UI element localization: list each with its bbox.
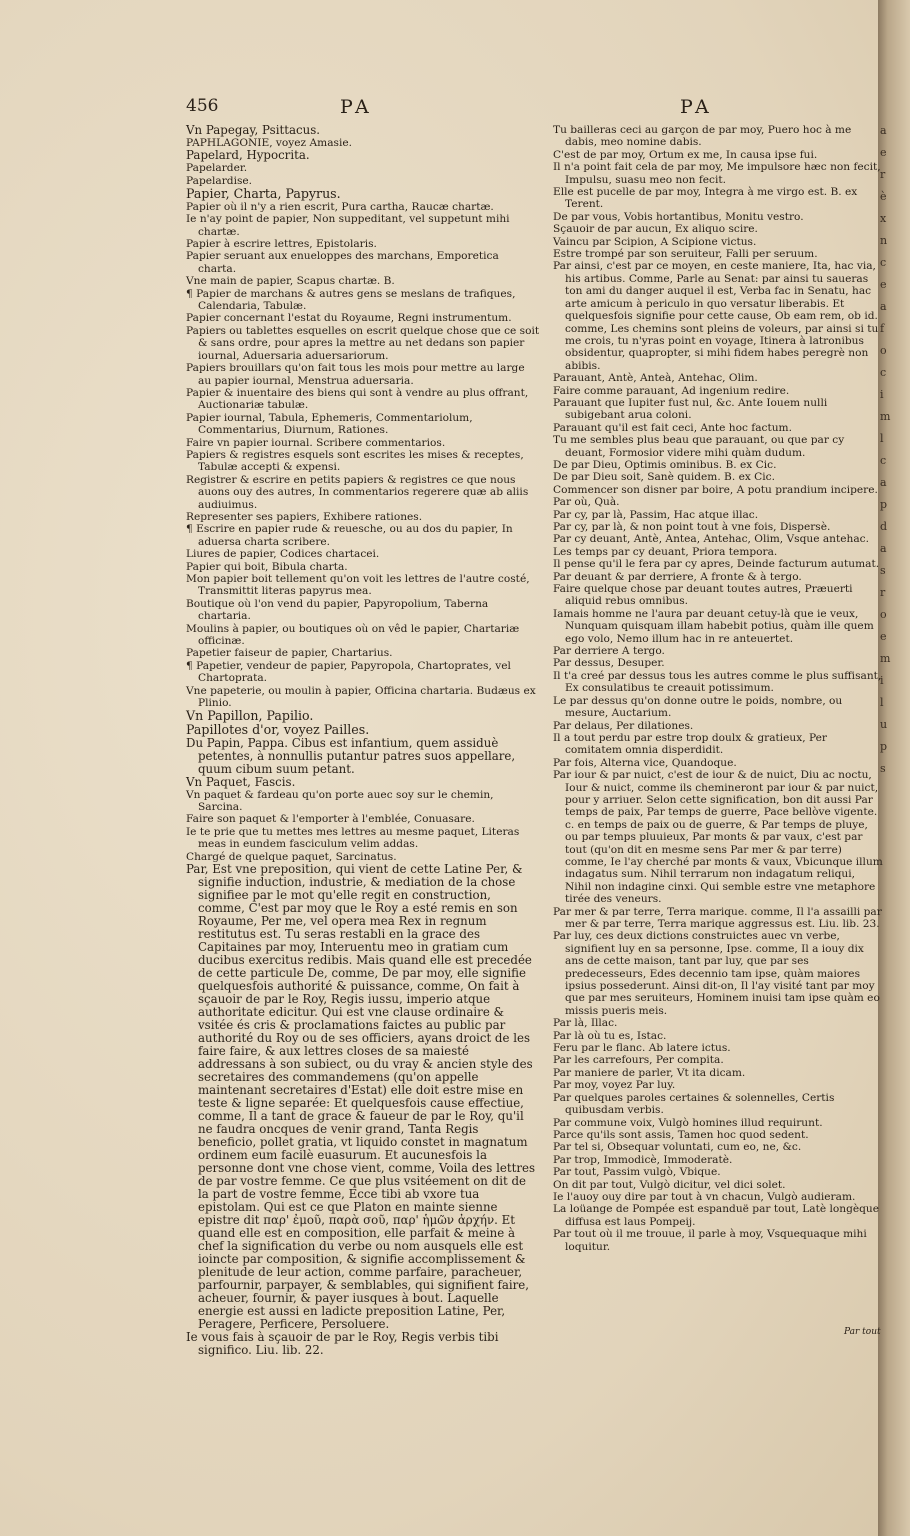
facing-page-fragment: è: [880, 190, 887, 203]
right-column: [553, 124, 883, 1253]
dictionary-entry: Papelardise.: [186, 174, 253, 187]
dictionary-entry: Les temps par cy deuant, Priora tempora.: [553, 545, 778, 558]
dictionary-entry: Liures de papier, Codices chartacei.: [186, 548, 380, 561]
facing-page-fragment: i: [880, 674, 884, 687]
dictionary-entry: Par dessus, Desuper.: [553, 657, 665, 670]
dictionary-entry: Vn Papillon, Papilio.: [186, 708, 314, 724]
dictionary-entry: Papier concernant l'estat du Royaume, Regni instrumentum.: [186, 312, 512, 325]
dictionary-entry: Faire son paquet & l'emporter à l'emblée, Conuasare.: [186, 813, 475, 826]
dictionary-entry: Le par dessus qu'on donne outre le poids, nombre, ou mesure, Auctarium.: [553, 694, 843, 720]
page-number: 456: [186, 96, 219, 116]
dictionary-entry: Vaincu par Scipion, A Scipione victus.: [553, 235, 757, 248]
running-head-right: PA: [680, 96, 713, 118]
dictionary-entry: Par cy, par là, Passim, Hac atque illac.: [553, 508, 759, 521]
dictionary-entry: Par là, Illac.: [553, 1017, 618, 1030]
dictionary-entry: Estre trompé par son seruiteur, Falli per seruum.: [553, 248, 818, 261]
dictionary-entry: Papier qui boit, Bibula charta.: [186, 560, 348, 573]
facing-page-fragment: d: [880, 520, 888, 533]
dictionary-entry: Ie l'auoy ouy dire par tout à vn chacun, Vulgò audieram.: [553, 1190, 856, 1203]
facing-page-fragment: l: [880, 432, 884, 445]
dictionary-entry: C'est de par moy, Ortum ex me, In causa ipse fui.: [553, 148, 818, 161]
facing-page-fragment: i: [880, 388, 884, 401]
dictionary-entry: Par fois, Alterna vice, Quandoque.: [553, 756, 737, 769]
facing-page-fragment: s: [880, 762, 886, 775]
dictionary-entry: Papier où il n'y a rien escrit, Pura cartha, Raucæ chartæ.: [186, 200, 494, 213]
facing-page-fragment: m: [880, 410, 891, 423]
facing-page-fragment: r: [880, 586, 886, 599]
dictionary-entry: Par ainsi, c'est par ce moyen, en ceste maniere, Ita, hac via, his artibus. Comme, Parle au Senat: par ainsi tu saueras ton ami du danger auquel il est, Verba fac in Senatu, hac arte amicum à periculo in quo versatur liberabis. Et quelquesfois signifie pour cette cause, Ob eam rem, ob id. comme, Les chemins sont pleins de voleurs, par ainsi si tu me crois, tu n'yras point en voyage, Itinera à latronibus obsidentur, quapropter, si mihi fidem habes peregrè non abibis.: [553, 260, 879, 372]
running-head-left: PA: [340, 96, 373, 118]
dictionary-entry: Tu bailleras ceci au garçon de par moy, Puero hoc à me dabis, meo nomine dabis.: [553, 124, 852, 149]
dictionary-entry: Vne papeterie, ou moulin à papier, Officina chartaria. Budæus ex Plinio.: [186, 684, 536, 710]
dictionary-entry: Commencer son disner par boire, A potu prandium incipere.: [553, 483, 878, 496]
dictionary-entry: Iamais homme ne l'aura par deuant cetuy-là que ie veux, Nunquam quisquam illam habebit potius, quàm ille quem ego volo, Nemo illum hac in re anteuertet.: [553, 607, 874, 645]
dictionary-entry: De par Dieu, Optimis ominibus. B. ex Cic.: [553, 458, 777, 471]
dictionary-entry: Parauant qu'il est fait ceci, Ante hoc factum.: [553, 421, 792, 434]
dictionary-entry: Sçauoir de par aucun, Ex aliquo scire.: [553, 223, 758, 236]
facing-page-fragment: a: [880, 542, 887, 555]
dictionary-entry: Moulins à papier, ou boutiques où on vêd le papier, Chartariæ officinæ.: [186, 622, 520, 648]
facing-page-fragment: f: [880, 322, 885, 335]
facing-page-fragment: r: [880, 168, 886, 181]
dictionary-entry: Parauant que Iupiter fust nul, &c. Ante Iouem nulli subigebant arua coloni.: [553, 396, 828, 422]
dictionary-entry: PAPHLAGONIE, voyez Amasie.: [186, 137, 352, 149]
dictionary-entry: De par Dieu soit, Sanè quidem. B. ex Cic.: [553, 471, 775, 484]
dictionary-entry: Par tout où il me trouue, il parle à moy, Vsquequaque mihi loquitur.: [553, 1228, 867, 1253]
dictionary-entry: Papier seruant aux enueloppes des marchans, Emporetica charta.: [186, 250, 499, 275]
dictionary-entry: Par les carrefours, Per compita.: [553, 1054, 724, 1067]
dictionary-entry: Registrer & escrire en petits papiers & registres ce que nous auons ouy des autres, In commentarios regerere quæ ab aliis audiuimus.: [186, 473, 529, 511]
dictionary-entry: ¶ Papier de marchans & autres gens se meslans de trafiques, Calendaria, Tabulæ.: [186, 287, 516, 313]
dictionary-entry: Par delaus, Per dilationes.: [553, 719, 694, 732]
dictionary-entry: Boutique où l'on vend du papier, Papyropolium, Taberna chartaria.: [186, 597, 489, 623]
dictionary-entry: Par quelques paroles certaines & solennelles, Certis quibusdam verbis.: [553, 1091, 835, 1117]
facing-page-fragment: c: [880, 366, 887, 379]
dictionary-entry: La loüange de Pompée est espanduë par tout, Latè longèque diffusa est laus Pompeij.: [553, 1203, 880, 1228]
dictionary-entry: Par moy, voyez Par luy.: [553, 1079, 676, 1092]
dictionary-entry: Vn Paquet, Fascis.: [186, 774, 296, 789]
dictionary-entry: Ie n'ay point de papier, Non suppeditant, vel suppetunt mihi chartæ.: [186, 213, 510, 238]
facing-page-fragment: x: [880, 212, 887, 225]
dictionary-entry: Vne main de papier, Scapus chartæ. B.: [186, 275, 395, 288]
dictionary-entry: Par derriere A tergo.: [553, 645, 665, 658]
dictionary-entry: Il t'a creé par dessus tous les autres comme le plus suffisant, Ex consulatibus te creauit potissimum.: [553, 669, 882, 695]
dictionary-entry: Papiers ou tablettes esquelles on escrit quelque chose que ce soit & sans ordre, pour apres la mettre au net dedans son papier iournal, Aduersaria aduersariorum.: [186, 324, 540, 362]
dictionary-entry: On dit par tout, Vulgò dicitur, vel dici solet.: [553, 1178, 786, 1191]
dictionary-entry: Papetier faiseur de papier, Chartarius.: [186, 647, 393, 660]
facing-page-fragment: p: [880, 740, 888, 753]
dictionary-entry: Faire quelque chose par deuant toutes autres, Præuerti aliquid rebus omnibus.: [553, 583, 853, 608]
facing-page-fragment: a: [880, 300, 887, 313]
facing-page-fragment: e: [880, 278, 887, 291]
facing-page-fragment: p: [880, 498, 888, 511]
dictionary-entry: ¶ Papetier, vendeur de papier, Papyropola, Chartoprates, vel Chartoprata.: [186, 659, 511, 685]
dictionary-entry: Faire comme parauant, Ad ingenium redire.: [553, 384, 790, 397]
facing-page-fragment: o: [880, 344, 887, 357]
dictionary-entry: Papiers brouillars qu'on fait tous les mois pour mettre au large au papier iournal, Menstrua aduersaria.: [186, 362, 525, 387]
facing-page-fragment: e: [880, 146, 887, 159]
dictionary-entry: Du Papin, Pappa. Cibus est infantium, quem assiduè petentes, à nonnullis putantur patres suos appellare, quum cibum suum petant.: [186, 735, 516, 776]
dictionary-entry: Papier, Charta, Papyrus.: [186, 186, 341, 202]
dictionary-entry: Par où, Quà.: [553, 496, 620, 509]
facing-page-fragments: [880, 120, 908, 1420]
dictionary-entry: Par tout, Passim vulgò, Vbique.: [553, 1166, 721, 1179]
dictionary-entry: Il a tout perdu par estre trop doulx & gratieux, Per comitatem omnia disperdidit.: [553, 731, 827, 757]
dictionary-entry: Parauant, Antè, Anteà, Antehac, Olim.: [553, 372, 758, 385]
dictionary-entry: Papier iournal, Tabula, Ephemeris, Commentariolum, Commentarius, Diurnum, Rationes.: [186, 411, 473, 437]
dictionary-entry: Faire vn papier iournal. Scribere commentarios.: [186, 436, 446, 449]
dictionary-entry: Par cy deuant, Antè, Antea, Antehac, Olim, Vsque antehac.: [553, 533, 869, 546]
facing-page-fragment: c: [880, 454, 887, 467]
facing-page-fragment: l: [880, 696, 884, 709]
dictionary-entry: Par commune voix, Vulgò homines illud requirunt.: [553, 1116, 823, 1129]
dictionary-entry: Parce qu'ils sont assis, Tamen hoc quod sedent.: [553, 1128, 809, 1141]
dictionary-entry: Elle est pucelle de par moy, Integra à me virgo est. B. ex Terent.: [553, 186, 858, 211]
facing-page-fragment: n: [880, 234, 888, 247]
dictionary-entry: De par vous, Vobis hortantibus, Monitu vestro.: [553, 210, 804, 223]
dictionary-entry: Representer ses papiers, Exhibere rationes.: [186, 510, 423, 523]
dictionary-entry: Par maniere de parler, Vt ita dicam.: [553, 1066, 746, 1079]
dictionary-entry: Feru par le flanc. Ab latere ictus.: [553, 1042, 731, 1055]
left-column: [186, 124, 540, 1357]
facing-page-fragment: m: [880, 652, 891, 665]
dictionary-entry: ¶ Escrire en papier rude & reuesche, ou au dos du papier, In aduersa charta scribere.: [186, 523, 513, 548]
dictionary-entry: Ie te prie que tu mettes mes lettres au mesme paquet, Literas meas in eundem fasciculum velim addas.: [186, 825, 520, 851]
dictionary-entry: Papelard, Hypocrita.: [186, 148, 310, 163]
facing-page-fragment: o: [880, 608, 887, 621]
dictionary-entry: Papier à escrire lettres, Epistolaris.: [186, 238, 377, 251]
dictionary-entry: Par là où tu es, Istac.: [553, 1029, 667, 1042]
running-header: [0, 96, 878, 124]
dictionary-entry: Vn Papegay, Psittacus.: [186, 123, 320, 137]
facing-page-fragment: e: [880, 630, 887, 643]
facing-page-fragment: c: [880, 256, 887, 269]
dictionary-entry: Papier & inuentaire des biens qui sont à vendre au plus offrant, Auctionariæ tabulæ.: [186, 386, 529, 412]
dictionary-entry: Ie vous fais à sçauoir de par le Roy, Regis verbis tibi significo. Liu. lib. 22.: [186, 1330, 499, 1358]
dictionary-entry: Vn paquet & fardeau qu'on porte auec soy sur le chemin, Sarcina.: [186, 788, 494, 814]
dictionary-entry: Par, Est vne preposition, qui vient de cette Latine Per, & signifie induction, industrie, & mediation de la chose signifiee par le mot qu'elle regit en construction, comme, C'est par moy que le Roy a esté remis en son Royaume, Per me, vel opera mea Rex in regnum restitutus est. Tu seras restabli en la grace des Capitaines par moy, Interuentu meo in gratiam cum ducibus exercitus redibis. Mais quand elle est precedée de cette particule De, comme, De par moy, elle signifie quelquesfois authorité & puissance, comme, On fait à sçauoir de par le Roy, Regis iussu, imperio atque authoritate edicitur. Qui est vne clause ordinaire & vsitée és cris & proclamations faictes au public par authorité du Roy ou de ses officiers, ayans droict de les faire faire, & aux lettres closes de sa maiesté addressans à son subiect, ou du vray & ancien style des secretaires des commandemens (qu'on appelle maintenant secretaires d'Estat) elle doit estre mise en teste & ligne separée: Et quelquesfois cause effectiue, comme, Il a tant de grace & faueur de par le Roy, qu'il ne faudra oncques de venir grand, Tanta Regis beneficio, pollet gratia, vt liquido constet in magnatum ordinem eum facilè euasurum. Et aucunesfois la personne dont vne chose vient, comme, Voila des lettres de par vostre femme. Ce que plus vsitéement on dit de la part de vostre femme, Ecce tibi ab vxore tua epistolam. Qui est ce que Platon en mainte sienne epistre dit παρ' ἐμοῦ, παρὰ σοῦ, παρ' ἡμῶν ἀρχήν. Et quand elle est en composition, elle parfait & meine à chef la signification du verbe ou nom ausquels elle est ioincte par composition, & signifie accomplissement & plenitude de leur action, comme parfaire, paracheuer, parfournir, parpayer, & semblables, qui signifient faire, acheuer, fournir, & payer iusques à bout. Laquelle energie est aussi en ladicte preposition Latine, Per, Peragere, Perficere, Persoluere.: [186, 862, 536, 1332]
dictionary-entry: Par mer & par terre, Terra marique. comme, Il l'a assailli par mer & par terre, Terra marique aggressus est. Liu. lib. 23.: [553, 905, 882, 930]
facing-page-fragment: u: [880, 718, 888, 731]
dictionary-entry: Chargé de quelque paquet, Sarcinatus.: [186, 850, 397, 863]
dictionary-entry: Il n'a point fait cela de par moy, Me impulsore hæc non fecit, Impulsu, suasu meo non fecit.: [553, 161, 881, 186]
dictionary-entry: Par iour & par nuict, c'est de iour & de nuict, Diu ac noctu, Iour & nuict, comme ils chemineront par iour & par nuict, pour y arriuer. Selon cette signification, bon dit aussi Par temps de paix, Par temps de guerre, Pace bellòve vigente. c. en temps de paix ou de guerre, & Par temps de pluye, ou par temps pluuieux, Par monts & par vaux, c'est par tout (qu'on dit en mesme sens Par mer & par terre) comme, Ie l'ay cherché par monts & vaux, Vbicunque illum indagatus sum. Nihil terrarum non indagatum reliqui, Nihil non indagine cinxi. Qui semble estre vne metaphore tirée des veneurs.: [553, 769, 883, 906]
dictionary-entry: Par deuant & par derriere, A fronte & à tergo.: [553, 570, 802, 583]
dictionary-entry: Papillotes d'or, voyez Pailles.: [186, 722, 370, 738]
dictionary-entry: Par tel si, Obsequar voluntati, cum eo, ne, &c.: [553, 1141, 802, 1154]
dictionary-entry: Par trop, Immodicè, Immoderatè.: [553, 1153, 733, 1166]
dictionary-entry: Papiers & registres esquels sont escrites les mises & receptes, Tabulæ accepti & expensi.: [186, 448, 524, 474]
dictionary-entry: Mon papier boit tellement qu'on voit les lettres de l'autre costé, Transmittit literas papyrus mea.: [186, 573, 530, 598]
catchword: Par tout: [844, 1327, 881, 1337]
dictionary-entry: Tu me sembles plus beau que parauant, ou que par cy deuant, Formosior videre mihi quàm dudum.: [553, 434, 845, 459]
facing-page-fragment: a: [880, 124, 887, 137]
dictionary-entry: Il pense qu'il le fera par cy apres, Deinde facturum autumat.: [553, 558, 880, 571]
dictionary-entry: Par luy, ces deux dictions construictes auec vn verbe, signifient luy en sa personne, Ipse. comme, Il a iouy dix ans de cette maison, tant par luy, que par ses predecesseurs, Edes decennio tam ipse, quàm maiores ipsius possederunt. Ainsi dit-on, Il l'ay visité tant par moy que par mes seruiteurs, Hominem inuisi tam ipse quàm eo missis pueris meis.: [553, 930, 880, 1017]
facing-page-fragment: a: [880, 476, 887, 489]
dictionary-entry: Par cy, par là, & non point tout à vne fois, Dispersè.: [553, 521, 831, 533]
dictionary-entry: Papelarder.: [186, 162, 248, 175]
facing-page-fragment: s: [880, 564, 886, 577]
